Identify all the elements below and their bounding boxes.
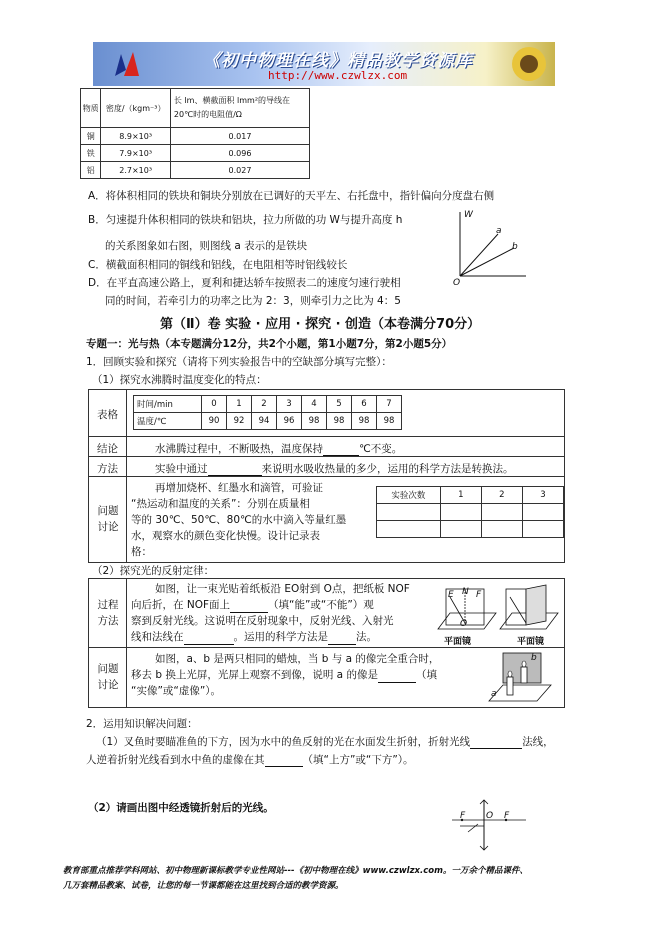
table-cell: 铁 xyxy=(81,145,101,162)
row-label-table: 表格 xyxy=(97,409,118,421)
banner-url[interactable]: http://www.czwlzx.com xyxy=(268,69,408,82)
lens-focus-left: F xyxy=(460,811,466,821)
diagram-letter-n: N xyxy=(462,587,469,597)
problem-discussion xyxy=(131,480,371,560)
diagram-letter-f: F xyxy=(476,590,482,600)
table-cell: 2 xyxy=(252,396,277,413)
problem-line: “实像”或“虚像”）。 xyxy=(131,685,222,697)
table-cell: 96 xyxy=(277,413,302,430)
record-cell[interactable] xyxy=(481,504,522,521)
table-row xyxy=(81,128,310,145)
question-1-2: （2）探究光的反射定律： xyxy=(92,565,215,577)
record-cell[interactable] xyxy=(440,504,481,521)
record-header: 3 xyxy=(522,487,563,504)
process-line: 如图，让一束光贴着纸板沿 EO射到 O点，把纸板 NOF xyxy=(155,583,410,595)
candle-diagram xyxy=(487,651,553,703)
problem-line: 等的 30℃、50℃、80℃的水中滴入等量红墨 xyxy=(131,514,347,526)
question-1: 1．回顾实验和探究（请将下列实验报告中的空缺部分填写完整）： xyxy=(86,356,392,368)
question-text: （1）叉鱼时要瞄准鱼的下方，因为水中的鱼反射的光在水面发生折射，折射光线 xyxy=(96,736,471,748)
process-line: 。运用的科学方法是 xyxy=(233,631,328,643)
graph-line-a: a xyxy=(496,226,502,236)
answer-blank[interactable] xyxy=(323,445,359,456)
answer-blank[interactable] xyxy=(208,465,262,476)
table-cell: 94 xyxy=(252,413,277,430)
problem-line: 如图，a、b 是两只相同的蜡烛，当 b 与 a 的像完全重合时， xyxy=(155,653,440,665)
row-label-problem: 问题讨论 xyxy=(97,505,119,533)
table-cell: 7 xyxy=(377,396,402,413)
table-cell: 3 xyxy=(277,396,302,413)
option-d-line2: 同的时间，若牵引力的功率之比为 2：3，则牵引力之比为 4：5 xyxy=(105,295,401,307)
table-cell: 5 xyxy=(327,396,352,413)
question-2-1-cont xyxy=(86,752,414,767)
record-header: 2 xyxy=(481,487,522,504)
answer-blank[interactable] xyxy=(265,756,303,767)
answer-blank[interactable] xyxy=(230,602,268,613)
table-cell: 90 xyxy=(202,413,227,430)
answer-blank[interactable] xyxy=(470,738,522,749)
problem-line: “热运动和温度的关系”：分别在质量相 xyxy=(131,498,310,510)
candle-problem-text xyxy=(131,651,491,699)
question-text: （填“上方”或“下方”）。 xyxy=(302,754,414,766)
diagram-letter-e: E xyxy=(448,590,454,600)
record-cell[interactable] xyxy=(522,504,563,521)
answer-blank[interactable] xyxy=(184,634,234,645)
table-cell: 2.7×10³ xyxy=(101,162,171,179)
conclusion-suffix: ℃不变。 xyxy=(359,443,403,455)
table-cell: 铜 xyxy=(81,128,101,145)
logo-icon xyxy=(109,48,143,80)
process-text xyxy=(131,581,471,645)
table-cell: 98 xyxy=(327,413,352,430)
table-cell: 1 xyxy=(227,396,252,413)
table-cell: 98 xyxy=(377,413,402,430)
method-prefix: 实验中通过 xyxy=(155,463,208,475)
row-label-process: 过程方法 xyxy=(97,599,119,627)
record-cell[interactable] xyxy=(481,521,522,538)
problem-line: 水，观察水的颜色变化快慢。设计记录表 xyxy=(131,530,320,542)
mirror-label: 平面镜 xyxy=(517,637,545,647)
answer-blank[interactable] xyxy=(378,672,416,683)
row-label-conclusion: 结论 xyxy=(97,443,118,455)
table-cell: 7.9×10³ xyxy=(101,145,171,162)
topic-one: 专题一：光与热（本专题满分12分，共2个小题，第1小题7分，第2小题5分） xyxy=(86,338,453,350)
record-cell[interactable] xyxy=(377,504,441,521)
problem-line: 再增加烧杯、红墨水和滴管，可验证 xyxy=(155,482,323,494)
conclusion-text xyxy=(155,441,402,456)
diagram-letter-o: O xyxy=(460,619,468,629)
table-cell: 4 xyxy=(302,396,327,413)
reflection-report xyxy=(88,578,565,708)
table-header: 物质 xyxy=(81,89,101,128)
work-height-graph xyxy=(450,208,530,290)
problem-line: 格： xyxy=(131,546,152,558)
problem-line: 移去 b 换上光屏，光屏上观察不到像，说明 a 的像是 xyxy=(131,669,378,681)
lens-focus-right: F xyxy=(504,811,510,821)
process-line: 法。 xyxy=(356,631,377,643)
option-b-line1: B．匀速提升体积相同的铁块和铝块，拉力所做的功 W与提升高度 h xyxy=(88,214,403,226)
record-cell[interactable] xyxy=(377,521,441,538)
table-cell: 0.096 xyxy=(170,145,309,162)
table-header: 密度/（kgm⁻³） xyxy=(101,89,171,128)
record-table[interactable] xyxy=(376,486,564,538)
table-cell: 98 xyxy=(352,413,377,430)
table-cell: 8.9×10³ xyxy=(101,128,171,145)
sunflower-icon xyxy=(509,44,549,84)
record-header: 实验次数 xyxy=(377,487,441,504)
header-banner xyxy=(93,42,555,86)
graph-origin: O xyxy=(453,278,461,288)
table-cell: 98 xyxy=(302,413,327,430)
footer-line: 几万套精品教案、试卷，让您的每一节课都能在这里找到合适的教学资源。 xyxy=(63,881,344,891)
process-line: 向后折，在 NOF面上 xyxy=(131,599,230,611)
graph-y-label: W xyxy=(464,210,473,220)
section-title: 第（Ⅱ）卷 实验 · 应用 · 探究 · 创造（本卷满分70分） xyxy=(160,317,481,332)
process-line: （填“能”或“不能”）观 xyxy=(268,599,374,611)
footer-line: 教育部重点推荐学科网站、初中物理新课标教学专业性网站---《初中物理在线》www.czwlzx.com。一万余个精品课件、 xyxy=(63,866,528,876)
material-table xyxy=(80,88,310,179)
answer-blank[interactable] xyxy=(328,634,356,645)
method-suffix: 来说明水吸收热量的多少，运用的科学方法是转换法。 xyxy=(261,463,514,475)
question-text: 人逆着折射光线看到水中鱼的虚像在其 xyxy=(86,754,265,766)
lens-diagram[interactable] xyxy=(448,796,528,852)
table-header: 长 lm、横截面积 lmm²的导线在 20℃时的电阻值/Ω xyxy=(170,89,309,128)
option-b-line2: 的关系图象如右图，则图线 a 表示的是铁块 xyxy=(105,240,308,252)
page-footer xyxy=(63,864,603,894)
table-cell: 92 xyxy=(227,413,252,430)
option-d-line1: D．在平直高速公路上，夏利和捷达轿车按照表二的速度匀速行驶相 xyxy=(88,277,401,289)
mirror-label: 平面镜 xyxy=(444,637,472,647)
process-line: 察到反射光线。这说明在反射现象中，反射光线、入射光 xyxy=(131,615,394,627)
question-text: 法线， xyxy=(522,736,554,748)
boiling-report xyxy=(88,389,565,563)
question-1-1: （1）探究水沸腾时温度变化的特点： xyxy=(92,374,267,386)
table-cell: 0 xyxy=(202,396,227,413)
conclusion-prefix: 水沸腾过程中，不断吸热，温度保持 xyxy=(155,443,323,455)
record-cell[interactable] xyxy=(440,521,481,538)
option-c: C．横截面积相同的铜线和铝线，在电阻相等时铝线较长 xyxy=(88,259,348,271)
time-label: 时间/min xyxy=(134,396,202,413)
banner-title: 《初中物理在线》精品教学资源库 xyxy=(203,51,473,71)
lens-center: O xyxy=(486,811,494,821)
question-2-1 xyxy=(96,734,554,749)
question-2-2: （2）请画出图中经透镜折射后的光线。 xyxy=(88,802,274,814)
record-cell[interactable] xyxy=(522,521,563,538)
table-cell: 0.027 xyxy=(170,162,309,179)
row-label-problem-2: 问题讨论 xyxy=(97,663,119,691)
temp-label: 温度/℃ xyxy=(134,413,202,430)
problem-line: （填 xyxy=(415,669,437,681)
question-2: 2．运用知识解决问题： xyxy=(86,718,198,730)
table-cell: 铝 xyxy=(81,162,101,179)
table-row xyxy=(81,162,310,179)
boiling-data-table xyxy=(133,395,402,430)
record-header: 1 xyxy=(440,487,481,504)
table-row xyxy=(81,145,310,162)
table-cell: 6 xyxy=(352,396,377,413)
candle-a-label: a xyxy=(491,689,497,699)
candle-b-label: b xyxy=(531,653,537,663)
process-line: 线和法线在 xyxy=(131,631,184,643)
row-label-method: 方法 xyxy=(97,463,118,475)
table-cell: 0.017 xyxy=(170,128,309,145)
graph-line-b: b xyxy=(512,242,518,252)
option-a: A．将体积相同的铁块和铜块分别放在已调好的天平左、右托盘中，指针偏向分度盘右侧 xyxy=(88,190,495,202)
method-text xyxy=(155,461,514,476)
